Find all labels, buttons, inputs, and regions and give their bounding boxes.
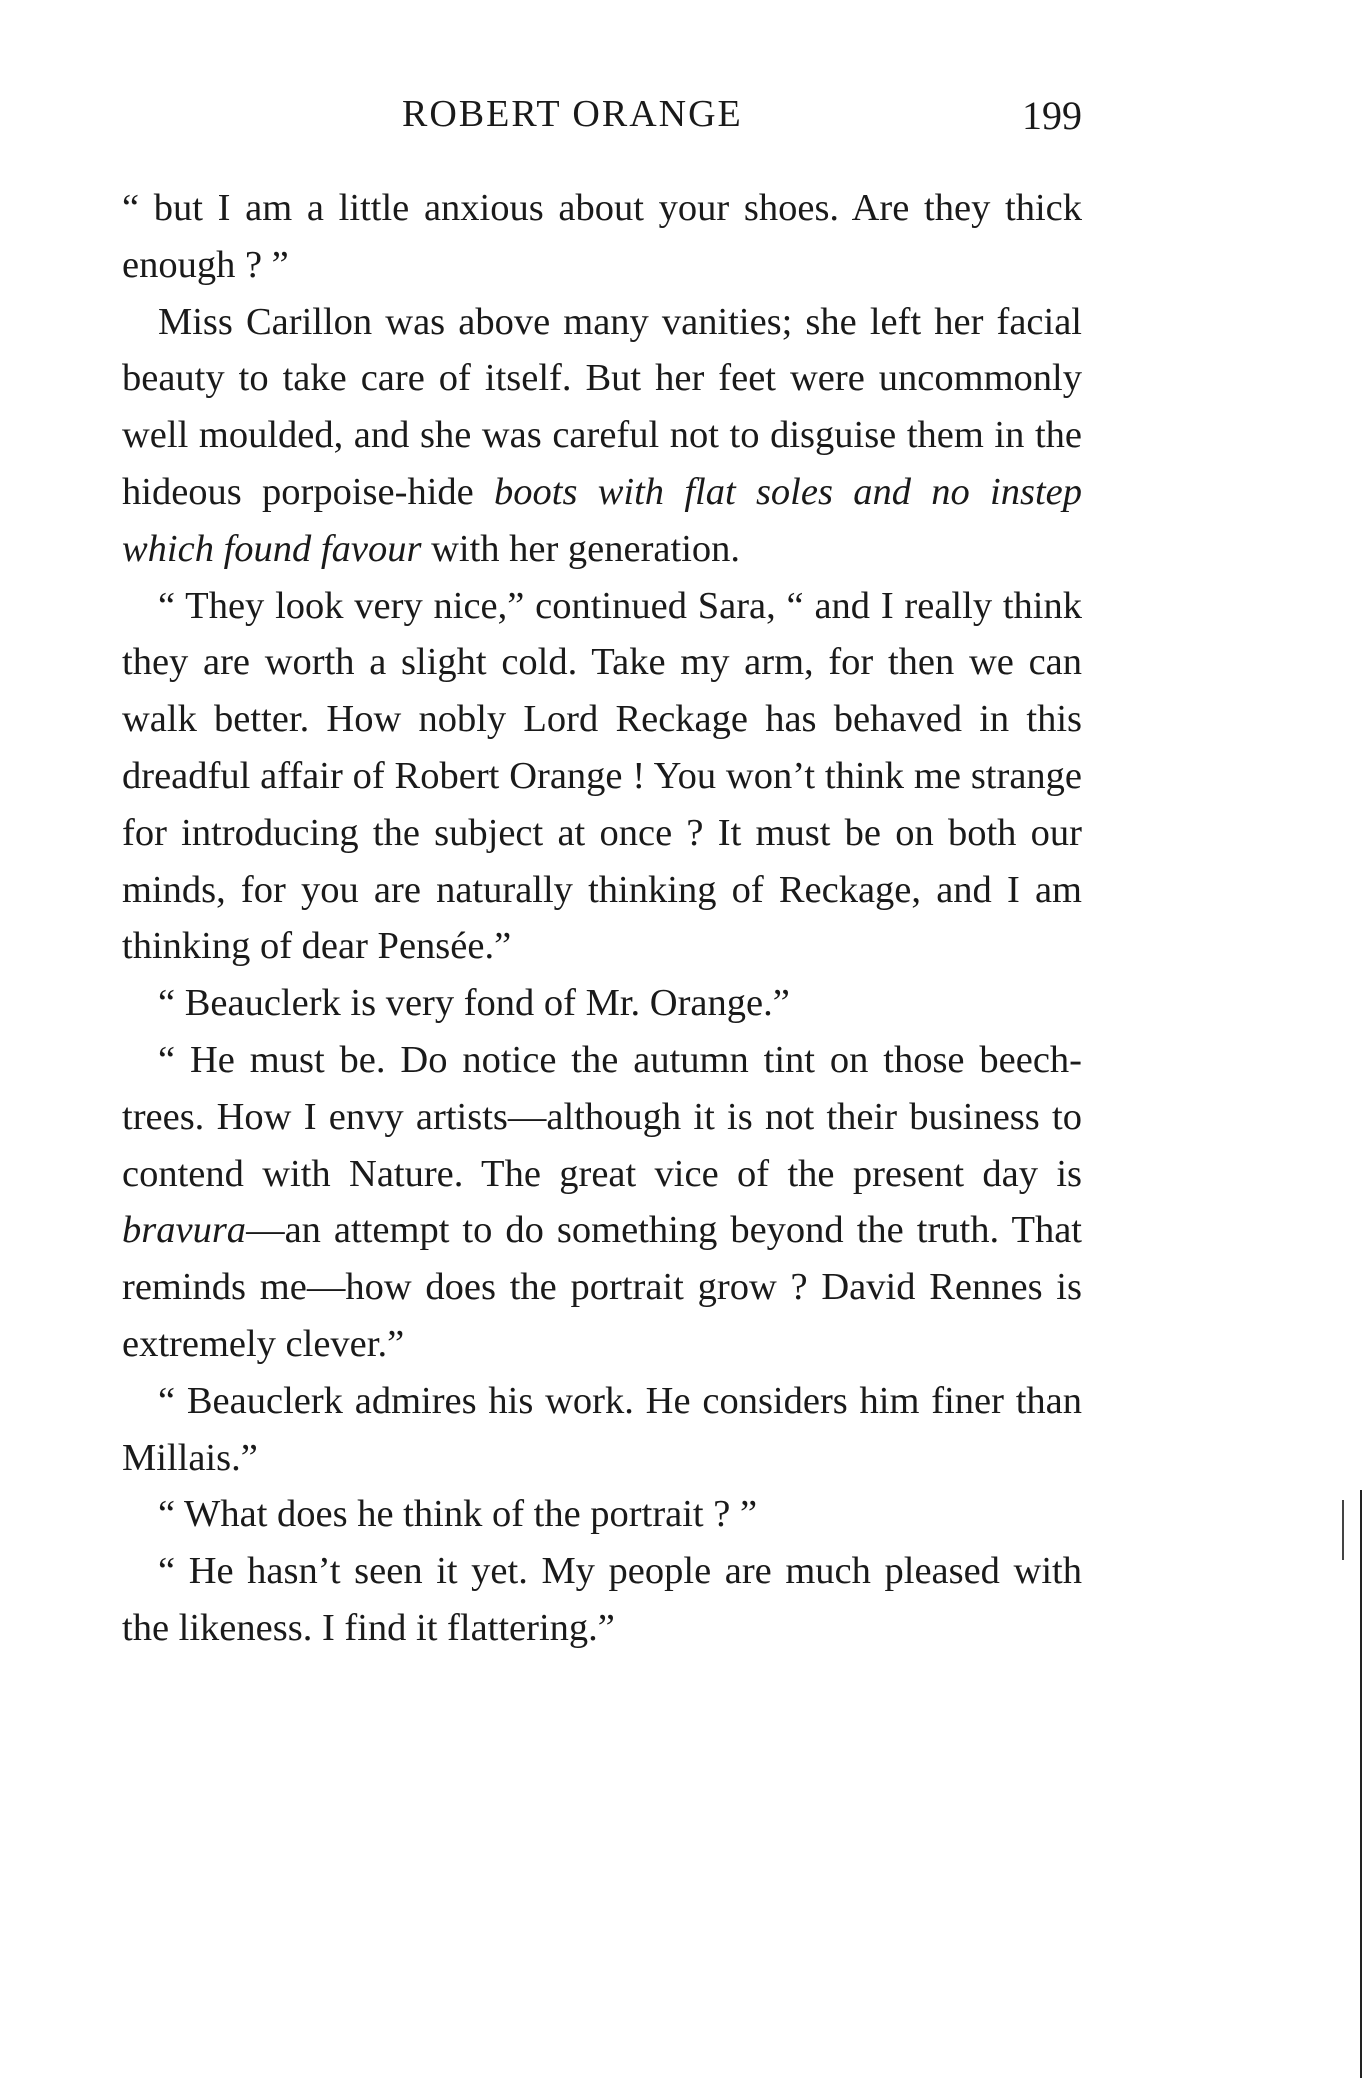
paragraph-text: with her generation.	[421, 527, 741, 570]
paragraph-text: “ He must be. Do notice the autumn tint on those beech-trees. How I envy artists—although it is not their business to contend with Nature. The great vice of the present day is	[122, 1038, 1082, 1195]
paragraph: “ He hasn’t seen it yet. My people are much pleased with the likeness. I find it flattering.”	[122, 1550, 1082, 1649]
paragraph: “ Beauclerk admires his work. He considers him finer than Millais.”	[122, 1379, 1082, 1479]
paragraph-text: —an attempt to do something beyond the truth. That reminds me—how does the portrait grow ? David Rennes is extremely clever.”	[122, 1209, 1082, 1365]
paragraph	[122, 1032, 1082, 1373]
italic-text: bravura	[122, 1209, 247, 1252]
running-head	[122, 92, 1082, 142]
italic-text: boots with flat soles and no instep which found favour	[122, 470, 1082, 570]
page-edge-mark	[1342, 1500, 1344, 1560]
paragraph: “ They look very nice,” continued Sara, “ and I really think they are worth a slight cold. Take my arm, for then we can walk better. How nobly Lord Reckage has behaved in this dreadful affair of Robert Orange ! You won’t think me strange for introducing the subject at once ? It must be on both our minds, for you are naturally thinking of Reckage, and I am thinking of dear Pensée.”	[122, 584, 1082, 968]
paragraph-text: Miss Carillon was above many vanities; she left her facial beauty to take care of itself. But her feet were uncommonly well moulded, and she was careful not to disguise them in the hideous porpoise-hide	[122, 300, 1082, 513]
running-title: ROBERT ORANGE	[402, 93, 743, 135]
paragraph: “ but I am a little anxious about your shoes. Are they thick enough ? ”	[122, 187, 1082, 286]
paragraph	[122, 294, 1082, 578]
paragraph: “ Beauclerk is very fond of Mr. Orange.”	[158, 982, 790, 1025]
body-text	[122, 180, 1082, 1657]
page-number: 199	[1022, 93, 1082, 138]
paragraph: “ What does he think of the portrait ? ”	[158, 1493, 758, 1536]
page-edge-line	[1360, 1490, 1362, 2078]
